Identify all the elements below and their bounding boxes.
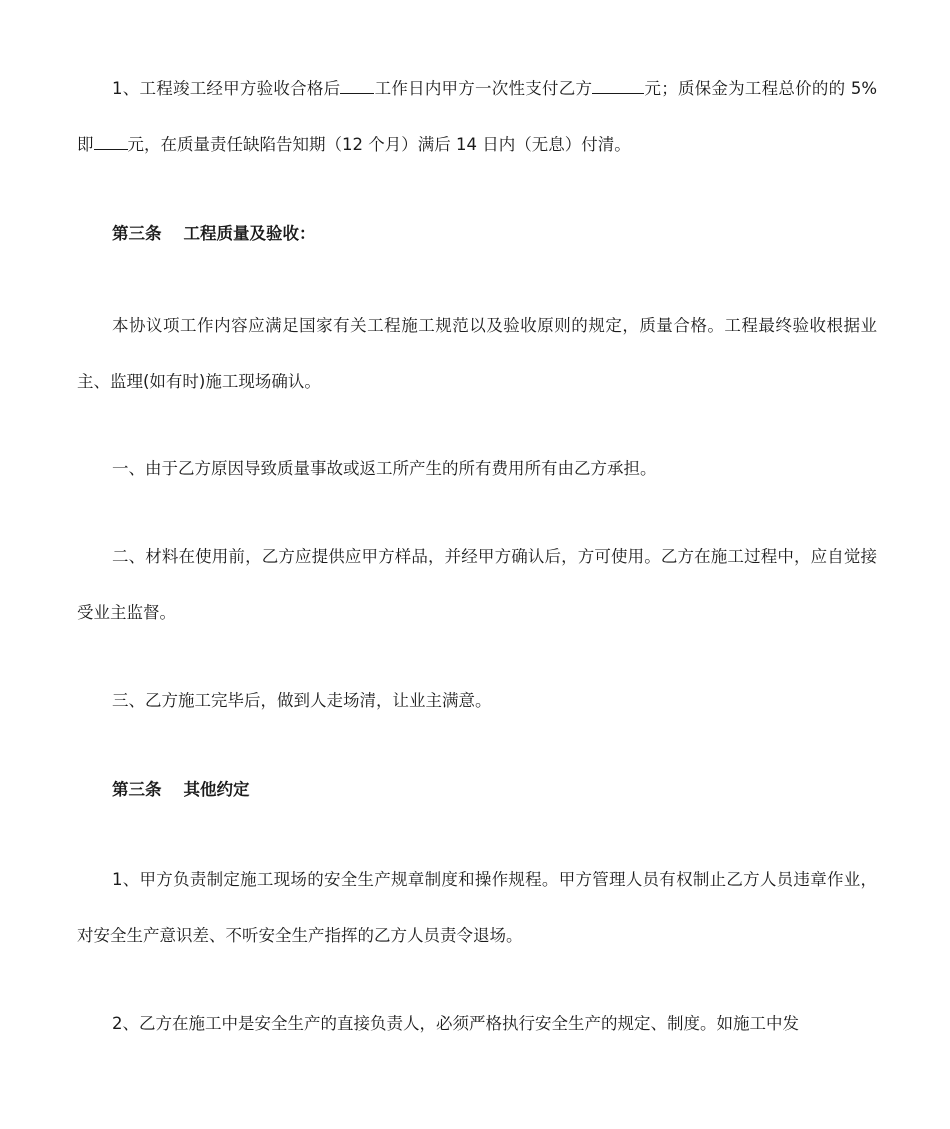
blank-workdays: [340, 75, 374, 94]
quality-point-3: 三、乙方施工完毕后，做到人走场清，让业主满意。: [112, 691, 492, 710]
payment-text-part-d: 元，在质量责任缺陷告知期（12 个月）满后 14 日内（无息）付清。: [127, 135, 631, 154]
article-title: 其他约定: [183, 780, 250, 799]
other-clause-1: 1、甲方负责制定施工现场的安全生产规章制度和操作规程。甲方管理人员有权制止乙方人员违章作业，对安全生产意识差、不听安全生产指挥的乙方人员责令退场。: [77, 870, 877, 945]
quality-point-2: 二、材料在使用前，乙方应提供应甲方样品，并经甲方确认后，方可使用。乙方在施工过程中，应自觉接受业主监督。: [77, 547, 877, 622]
other-clause-2: 2、乙方在施工中是安全生产的直接负责人，必须严格执行安全生产的规定、制度。如施工中发: [112, 1014, 799, 1033]
blank-retention-amount: [94, 131, 128, 150]
quality-intro: 本协议项工作内容应满足国家有关工程施工规范以及验收原则的规定，质量合格。工程最终验收根据业主、监理(如有时)施工现场确认。: [77, 316, 877, 391]
payment-text-part-c: 元；质保金为工程总价的的 5%即: [77, 79, 877, 154]
blank-amount: [592, 75, 644, 94]
section-heading-other: [112, 779, 250, 801]
quality-point-1: 一、由于乙方原因导致质量事故或返工所产生的所有费用所有由乙方承担。: [112, 459, 657, 478]
article-number: 第三条: [112, 224, 162, 243]
section-heading-quality: [112, 223, 316, 245]
payment-text-part-a: 1、工程竣工经甲方验收合格后: [112, 79, 341, 98]
article-number: 第三条: [112, 780, 162, 799]
payment-clause-1: [77, 61, 877, 173]
payment-text-part-b: 工作日内甲方一次性支付乙方: [374, 79, 593, 98]
article-title: 工程质量及验收：: [183, 224, 316, 243]
